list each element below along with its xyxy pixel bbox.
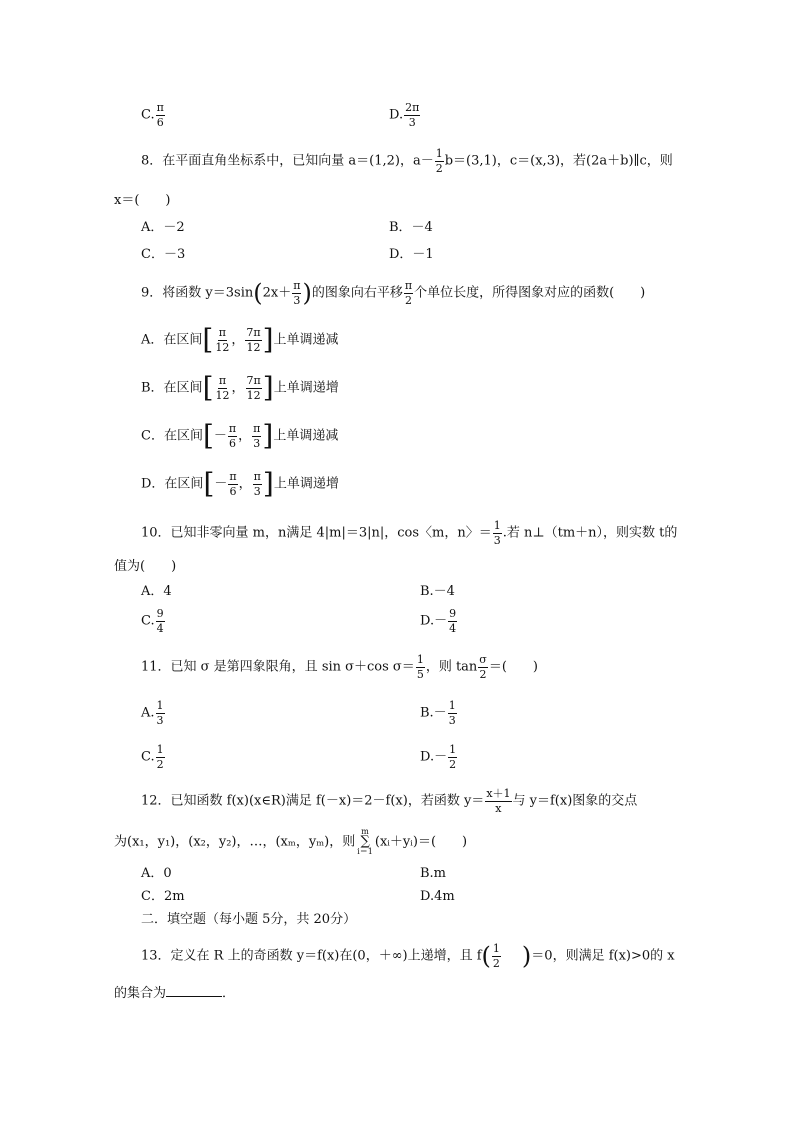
answer-blank[interactable] — [166, 996, 222, 997]
q9-stem: 9．将函数 y＝3sin(2x＋ $\frac{\pi}{3}$ )的图象向右平移 $\frac{\pi}{2}$ 个单位长度，所得图象对应的函数( ) — [141, 279, 646, 308]
q9-option-d: D．在区间[－ $\frac{\pi}{6}$ ， $\frac{\pi}{3}$ ]上单调递增 — [141, 467, 339, 500]
q12-option-d: D.4m — [420, 889, 455, 904]
q11-option-b: B.－ $\frac{1}{3}$ — [420, 699, 456, 727]
fraction: $\frac{2\pi}{3}$ — [405, 101, 420, 129]
q11-option-c: C. $\frac{1}{2}$ — [141, 743, 164, 771]
q12-option-c: C．2m — [141, 889, 185, 904]
q13-stem-line2: 的集合为 ． — [114, 986, 236, 1001]
fraction: $\frac{\pi}{3}$ — [293, 279, 301, 307]
q12-option-b: B.m — [420, 866, 447, 881]
q10-option-c: C. $\frac{9}{4}$ — [141, 607, 164, 635]
q11-option-d: D.－ $\frac{1}{2}$ — [420, 743, 457, 771]
q10-option-b: B.－4 — [420, 584, 455, 599]
q12-stem-line1: 12．已知函数 f(x)(x∈R)满足 f(－x)＝2－f(x)，若函数 y＝ $\frac{x+1}{x}$ 与 y＝f(x)图象的交点 — [141, 787, 638, 815]
q7-option-d: D. $\frac{2\pi}{3}$ — [389, 101, 420, 129]
q8-stem-line1: 8．在平面直角坐标系中，已知向量 a＝(1,2)，a－ $\frac{1}{2}$ b＝(3,1)，c＝(x,3)，若(2a＋b)∥c，则 — [141, 147, 673, 175]
q12-stem-line2: 为(x₁，y₁)，(x₂，y₂)，…，(xₘ，yₘ)，则 m ∑ i＝1 (xᵢ＋yᵢ)＝( ) — [114, 827, 468, 856]
summation: m ∑ i＝1 — [357, 827, 373, 856]
q12-option-a: A．0 — [141, 866, 172, 881]
fraction: $\frac{\pi}{6}$ — [156, 101, 164, 129]
q11-stem: 11．已知 σ 是第四象限角，且 sin σ＋cos σ＝ $\frac{1}{5}$ ，则 tan $\frac{\sigma}{2}$ ＝( ) — [141, 653, 538, 681]
q10-option-d: D.－ $\frac{9}{4}$ — [420, 607, 457, 635]
q8-option-a: A．－2 — [141, 220, 185, 235]
q8-option-d: D．－1 — [389, 247, 434, 262]
q10-stem-line2: 值为( ) — [114, 559, 177, 574]
q9-option-a: A．在区间[ $\frac{\pi}{12}$ ， $\frac{7\pi}{12}$ ]上单调递减 — [141, 323, 339, 356]
q8-option-c: C．－3 — [141, 247, 186, 262]
q9-option-b: B．在区间[ $\frac{\pi}{12}$ ， $\frac{7\pi}{12}$ ]上单调递增 — [141, 371, 339, 404]
q13-stem-line1: 13．定义在 R 上的奇函数 y＝f(x)在(0，＋∞)上递增，且 f( $\frac{1}{2}$ )＝0，则满足 f(x)>0的 x — [141, 942, 675, 971]
q8-option-b: B．－4 — [389, 220, 433, 235]
q7-option-c: C. $\frac{\pi}{6}$ — [141, 101, 164, 129]
section-heading: 二．填空题（每小题 5分，共 20分） — [141, 912, 357, 927]
q11-option-a: A. $\frac{1}{3}$ — [141, 699, 164, 727]
fraction: $\frac{\pi}{2}$ — [404, 279, 413, 307]
q8-stem-line2: x＝( ) — [114, 193, 171, 208]
q9-option-c: C．在区间[－ $\frac{\pi}{6}$ ， $\frac{\pi}{3}$ ]上单调递减 — [141, 419, 339, 452]
q10-stem-line1: 10．已知非零向量 m，n满足 4|m|＝3|n|，cos〈m，n〉＝ $\frac{1}{3}$ .若 n⊥（tm＋n），则实数 t的 — [141, 519, 678, 547]
fraction: $\frac{1}{2}$ — [435, 147, 443, 175]
q10-option-a: A．4 — [141, 584, 172, 599]
